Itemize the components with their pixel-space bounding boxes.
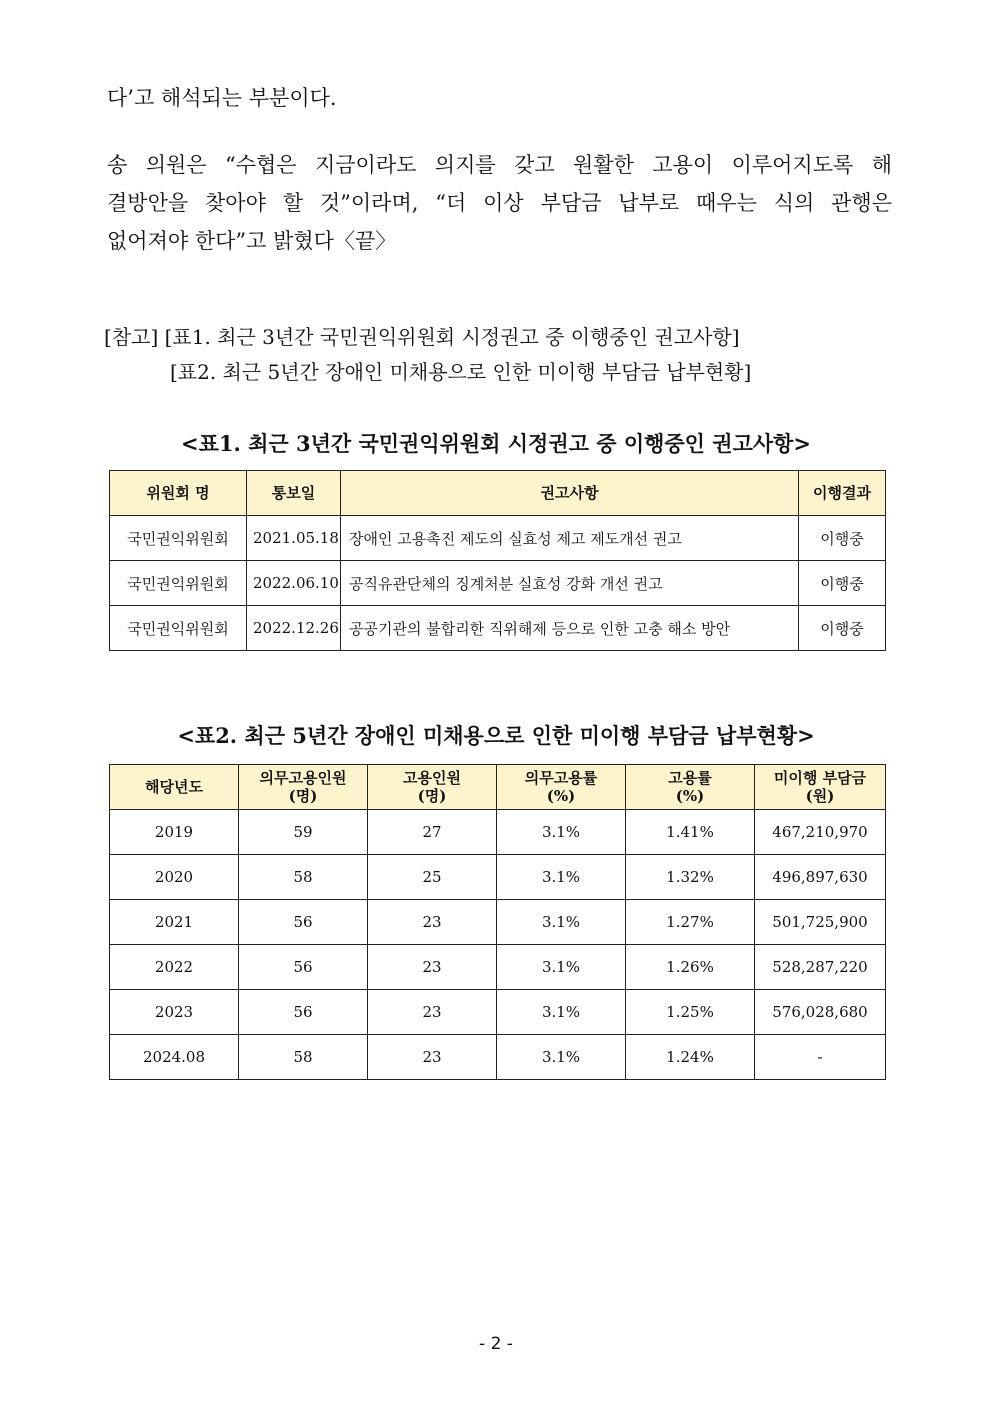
- table2-cell-year: 2024.08: [110, 1035, 239, 1080]
- table2-cell-mandatory-rate: 3.1%: [497, 990, 626, 1035]
- table2-cell-year: 2022: [110, 945, 239, 990]
- table2-cell-year: 2019: [110, 810, 239, 855]
- table2-cell-levy: 467,210,970: [755, 810, 886, 855]
- table1-cell-recommendation: 공공기관의 불합리한 직위해제 등으로 인한 고충 해소 방안: [341, 606, 799, 651]
- table2-cell-mandatory-count: 56: [239, 900, 368, 945]
- table2-header-row: [110, 765, 886, 810]
- table2-cell-levy: 496,897,630: [755, 855, 886, 900]
- table2-cell-levy: 501,725,900: [755, 900, 886, 945]
- header-unit: (%): [675, 787, 705, 805]
- table-row: [110, 561, 886, 606]
- table2-cell-mandatory-rate: 3.1%: [497, 810, 626, 855]
- table2-cell-employed-count: 23: [368, 900, 497, 945]
- table-row: [110, 900, 886, 945]
- reference-line-2: [표2. 최근 5년간 장애인 미채용으로 인한 미이행 부담금 납부현황]: [170, 360, 752, 384]
- table-row: [110, 855, 886, 900]
- body-text-line: 다’고 해석되는 부분이다.: [107, 86, 337, 110]
- table1-header-result: 이행결과: [799, 471, 886, 516]
- header-label: 고용률: [668, 769, 712, 787]
- table2-header-levy: [755, 765, 886, 810]
- table2-cell-mandatory-rate: 3.1%: [497, 900, 626, 945]
- table2-cell-levy: 528,287,220: [755, 945, 886, 990]
- table2-cell-employment-rate: 1.27%: [626, 900, 755, 945]
- table2-cell-year: 2023: [110, 990, 239, 1035]
- table2-cell-mandatory-count: 58: [239, 1035, 368, 1080]
- header-label: 의무고용률: [524, 769, 598, 787]
- table1-cell-committee: 국민권익위원회: [110, 561, 247, 606]
- table2-caption: <표2. 최근 5년간 장애인 미채용으로 인한 미이행 부담금 납부현황>: [177, 723, 815, 748]
- table2-cell-mandatory-rate: 3.1%: [497, 855, 626, 900]
- table1-cell-result: 이행중: [799, 561, 886, 606]
- table1-cell-committee: 국민권익위원회: [110, 606, 247, 651]
- header-unit: (%): [546, 787, 576, 805]
- header-label: 의무고용인원: [259, 769, 347, 787]
- table2-cell-mandatory-count: 58: [239, 855, 368, 900]
- header-label: 미이행 부담금: [773, 769, 867, 787]
- table1-header-committee: 위원회 명: [110, 471, 247, 516]
- table2-header-employment-rate: [626, 765, 755, 810]
- table1-cell-committee: 국민권익위원회: [110, 516, 247, 561]
- table2-cell-employment-rate: 1.26%: [626, 945, 755, 990]
- header-unit: (명): [288, 787, 318, 805]
- table-row: [110, 990, 886, 1035]
- table2-cell-employed-count: 23: [368, 990, 497, 1035]
- table2-cell-year: 2020: [110, 855, 239, 900]
- table1-cell-result: 이행중: [799, 606, 886, 651]
- body-text-line: 없어져야 한다”고 밝혔다〈끝〉: [107, 229, 397, 253]
- table2-header-year: [110, 765, 239, 810]
- table1-cell-date: 2021.05.18: [247, 516, 341, 561]
- header-unit: (원): [805, 787, 835, 805]
- table-row: [110, 606, 886, 651]
- table2-cell-mandatory-rate: 3.1%: [497, 945, 626, 990]
- table2-cell-employed-count: 23: [368, 1035, 497, 1080]
- table2-cell-employment-rate: 1.32%: [626, 855, 755, 900]
- reference-line-1: [참고] [표1. 최근 3년간 국민권익위원회 시정권고 중 이행중인 권고사항]: [104, 325, 740, 349]
- body-text-line: 송 의원은 “수협은 지금이라도 의지를 갖고 원활한 고용이 이루어지도록 해: [107, 153, 892, 177]
- header-unit: (명): [417, 787, 447, 805]
- table1-header-row: [110, 471, 886, 516]
- page-number: - 2 -: [479, 1334, 513, 1354]
- table1-cell-recommendation: 장애인 고용촉진 제도의 실효성 제고 제도개선 권고: [341, 516, 799, 561]
- table2-cell-employed-count: 27: [368, 810, 497, 855]
- table2-cell-employed-count: 25: [368, 855, 497, 900]
- table2-header-employed-count: [368, 765, 497, 810]
- table-row: [110, 1035, 886, 1080]
- table2-cell-levy: -: [755, 1035, 886, 1080]
- table2-cell-mandatory-count: 56: [239, 990, 368, 1035]
- table1-header-recommendation: 권고사항: [341, 471, 799, 516]
- header-label: 고용인원: [403, 769, 461, 787]
- table1: [109, 470, 886, 651]
- table2-cell-levy: 576,028,680: [755, 990, 886, 1035]
- table1-cell-recommendation: 공직유관단체의 징계처분 실효성 강화 개선 권고: [341, 561, 799, 606]
- table2-cell-employment-rate: 1.24%: [626, 1035, 755, 1080]
- table2-cell-employed-count: 23: [368, 945, 497, 990]
- body-text-line: 결방안을 찾아야 할 것”이라며, “더 이상 부담금 납부로 때우는 식의 관행은: [107, 191, 892, 215]
- table1-cell-result: 이행중: [799, 516, 886, 561]
- table1-header-date: 통보일: [247, 471, 341, 516]
- table2-cell-year: 2021: [110, 900, 239, 945]
- table2-cell-mandatory-rate: 3.1%: [497, 1035, 626, 1080]
- table2-cell-employment-rate: 1.41%: [626, 810, 755, 855]
- table1-caption: <표1. 최근 3년간 국민권익위원회 시정권고 중 이행중인 권고사항>: [180, 431, 812, 456]
- header-label: 해당년도: [145, 778, 203, 796]
- table2-cell-employment-rate: 1.25%: [626, 990, 755, 1035]
- table1-cell-date: 2022.12.26: [247, 606, 341, 651]
- table2-cell-mandatory-count: 56: [239, 945, 368, 990]
- table2-header-mandatory-rate: [497, 765, 626, 810]
- table1-cell-date: 2022.06.10: [247, 561, 341, 606]
- table2-cell-mandatory-count: 59: [239, 810, 368, 855]
- body-paragraph-2: [107, 146, 892, 260]
- table-row: [110, 516, 886, 561]
- table2-header-mandatory-count: [239, 765, 368, 810]
- table-row: [110, 945, 886, 990]
- table-row: [110, 810, 886, 855]
- table2: [109, 764, 886, 1080]
- body-line-1: [107, 79, 892, 117]
